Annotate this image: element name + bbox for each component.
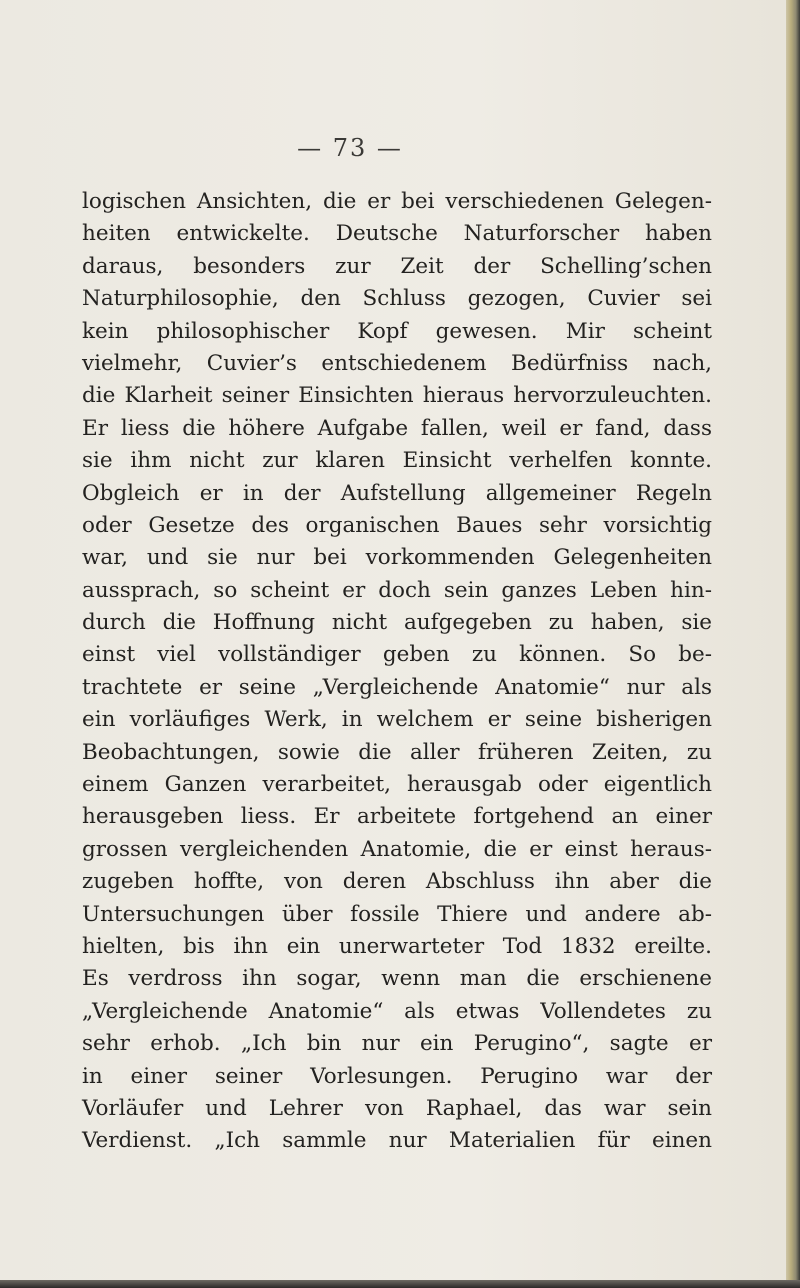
text-line: einst viel vollständiger geben zu können. So be- (82, 642, 712, 668)
text-line: zugeben hoffte, von deren Abschluss ihn aber die (82, 869, 712, 895)
text-line: Es verdross ihn sogar, wenn man die erschienene (82, 966, 712, 992)
text-line: die Klarheit seiner Einsichten hieraus hervorzuleuchten. (82, 383, 712, 409)
text-line: „Vergleichende Anatomie“ als etwas Vollendetes zu (82, 998, 712, 1024)
page-number: — 73 — (297, 134, 403, 162)
text-line: Naturphilosophie, den Schluss gezogen, Cuvier sei (82, 286, 712, 312)
text-line: vielmehr, Cuvier’s entschiedenem Bedürfniss nach, (82, 350, 712, 376)
text-line: oder Gesetze des organischen Baues sehr vorsichtig (82, 512, 712, 538)
text-line: Beobachtungen, sowie die aller früheren Zeiten, zu (82, 739, 712, 765)
text-line: sehr erhob. „Ich bin nur ein Perugino“, sagte er (82, 1031, 712, 1057)
text-line: Untersuchungen über fossile Thiere und andere ab- (82, 901, 712, 927)
text-line: durch die Hoffnung nicht aufgegeben zu haben, sie (82, 610, 712, 636)
text-line: aussprach, so scheint er doch sein ganzes Leben hin- (82, 577, 712, 603)
text-line: Obgleich er in der Aufstellung allgemeiner Regeln (82, 480, 712, 506)
body-text (82, 186, 712, 1158)
text-line: herausgeben liess. Er arbeitete fortgehend an einer (82, 804, 712, 830)
text-line: einem Ganzen verarbeitet, herausgab oder eigentlich (82, 772, 712, 798)
text-line: trachtete er seine „Vergleichende Anatomie“ nur als (82, 674, 712, 700)
text-line: in einer seiner Vorlesungen. Perugino war der (82, 1063, 712, 1089)
text-line: daraus, besonders zur Zeit der Schelling’schen (82, 253, 712, 279)
text-line: hielten, bis ihn ein unerwarteter Tod 1832 ereilte. (82, 933, 712, 959)
text-line: heiten entwickelte. Deutsche Naturforscher haben (82, 221, 712, 247)
text-line: Verdienst. „Ich sammle nur Materialien für einen (82, 1128, 712, 1154)
text-line: logischen Ansichten, die er bei verschiedenen Gelegen- (82, 189, 712, 214)
text-line: ein vorläufiges Werk, in welchem er seine bisherigen (82, 707, 712, 733)
text-line: Vorläufer und Lehrer von Raphael, das war sein (82, 1095, 712, 1121)
text-line: sie ihm nicht zur klaren Einsicht verhelfen konnte. (82, 448, 712, 474)
text-line: war, und sie nur bei vorkommenden Gelegenheiten (82, 545, 712, 571)
page-bottom-edge (0, 1280, 800, 1288)
text-line: Er liess die höhere Aufgabe fallen, weil er fand, dass (82, 415, 712, 441)
text-line: kein philosophischer Kopf gewesen. Mir scheint (82, 318, 712, 344)
book-spine-edge (786, 0, 800, 1288)
text-line: grossen vergleichenden Anatomie, die er einst heraus- (82, 836, 712, 862)
